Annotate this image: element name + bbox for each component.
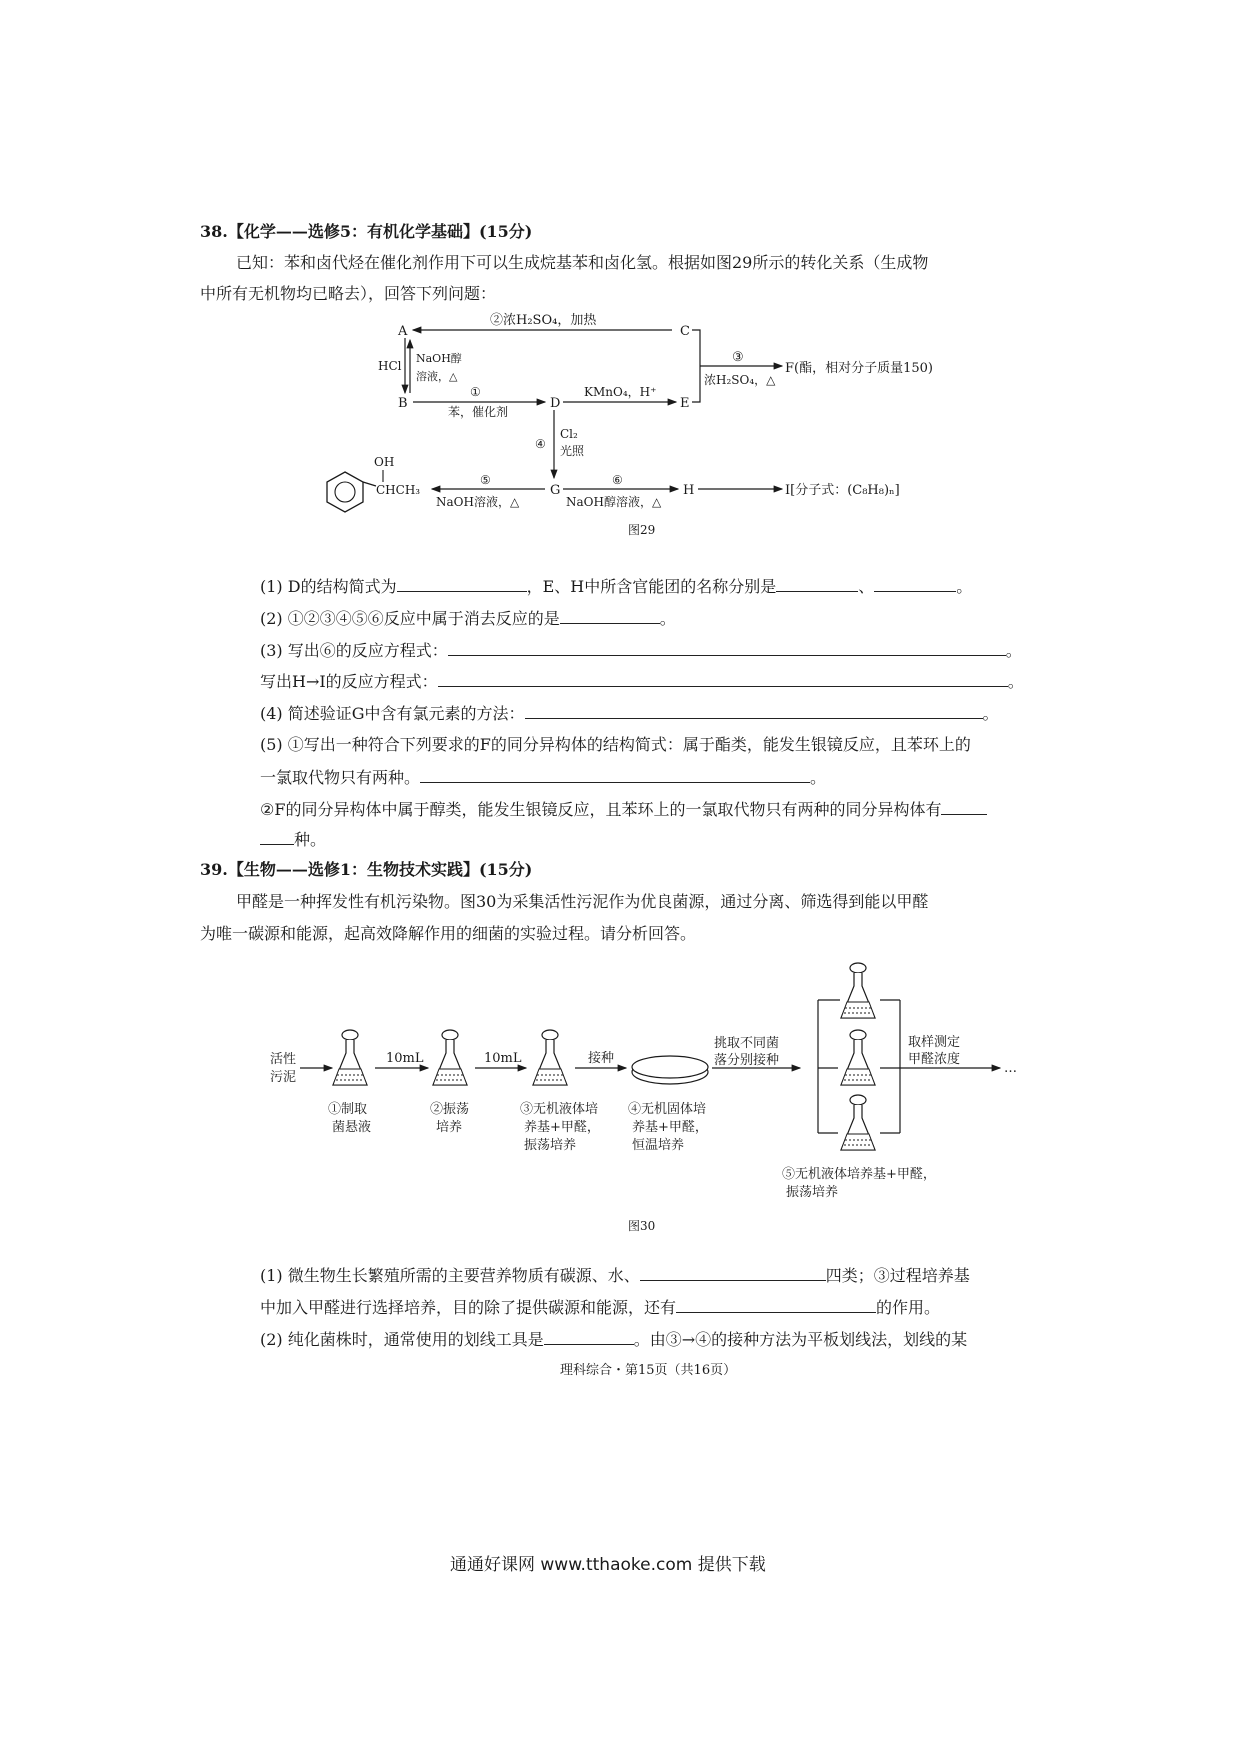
source-label-1: 活性 — [270, 1052, 297, 1067]
q39-sub1-line2: 中加入甲醛进行选择培养，目的除了提供碳源和能源，还有 的作用。 — [260, 1298, 941, 1317]
r3-number: ③ — [732, 350, 744, 365]
q38-sub1: (1) D的结构简式为 ，E、H中所含官能团的名称分别是 、 。 — [260, 577, 973, 596]
compound-H: H — [683, 483, 695, 498]
pick-colonies-2: 落分别接种 — [714, 1053, 780, 1068]
pick-colonies-1: 挑取不同菌 — [714, 1036, 780, 1051]
petri-dish-icon — [632, 1056, 708, 1084]
q38-sub5-line1: (5) ①写出一种符合下列要求的F的同分异构体的结构简式：属于酯类，能发生银镜反应，且苯环上的 — [260, 735, 971, 754]
flask-1-icon — [333, 1030, 367, 1085]
compound-C: C — [680, 324, 690, 339]
benzene-ring-icon — [327, 470, 383, 512]
q38-sub3b: 写出H→I的反应方程式： 。 — [260, 672, 1024, 691]
flask-2-icon — [433, 1030, 467, 1085]
flask-5a-icon — [841, 963, 875, 1018]
r3-condition: 浓H₂SO₄，△ — [704, 373, 776, 387]
q38-intro-line1: 已知：苯和卤代烃在催化剂作用下可以生成烷基苯和卤化氢。根据如图29所示的转化关系（生成物 — [236, 253, 929, 272]
r6-condition: NaOH醇溶液，△ — [566, 495, 662, 509]
volume-label-1: 10mL — [386, 1051, 424, 1066]
step4-caption-b: 养基+甲醛， — [632, 1120, 708, 1135]
compound-I: I[分子式：(C₈H₈)ₙ] — [785, 483, 900, 498]
flask-5b-icon — [841, 1030, 875, 1085]
step2-caption-a: ②振荡 — [430, 1102, 470, 1117]
r2-condition: ②浓H₂SO₄，加热 — [490, 313, 597, 328]
answer-blank-d-structure[interactable] — [397, 576, 527, 592]
r6-number: ⑥ — [612, 473, 623, 487]
q39-sub1-line1: (1) 微生物生长繁殖所需的主要营养物质有碳源、水、 四类；③过程培养基 — [260, 1266, 970, 1285]
q38-sub5-line2: 一氯取代物只有两种。 。 — [260, 768, 827, 787]
reaction-scheme-fig29 — [0, 0, 1240, 560]
answer-blank-isomer-ester[interactable] — [420, 767, 810, 783]
chch3-label: CHCH₃ — [376, 483, 421, 497]
q38-sub2: (2) ①②③④⑤⑥反应中属于消去反应的是 。 — [260, 609, 676, 628]
solution-heat-label: 溶液，△ — [416, 370, 458, 383]
measure-label-1: 取样测定 — [908, 1035, 961, 1050]
step4-caption-c: 恒温培养 — [632, 1138, 685, 1153]
answer-blank-isomer-count-a[interactable] — [941, 799, 987, 815]
page-footer: 理科综合・第15页（共16页） — [560, 1363, 737, 1378]
answer-blank-h-to-i[interactable] — [438, 671, 1008, 687]
compound-E: E — [680, 396, 690, 411]
oh-label: OH — [374, 455, 395, 469]
q39-heading: 39.【生物——选修1：生物技术实践】(15分) — [200, 860, 533, 879]
step3-caption-b: 养基+甲醛， — [524, 1120, 600, 1135]
answer-blank-streak-tool[interactable] — [544, 1329, 634, 1345]
answer-blank-h-group[interactable] — [874, 576, 956, 592]
r5-condition: NaOH溶液，△ — [436, 495, 520, 509]
step1-caption-a: ①制取 — [328, 1102, 368, 1117]
flask-5c-icon — [841, 1095, 875, 1150]
r5-number: ⑤ — [480, 473, 491, 487]
q39-intro-line1: 甲醛是一种挥发性有机污染物。图30为采集活性污泥作为优良菌源，通过分离、筛选得到能以甲醛 — [236, 892, 929, 911]
step5-caption-b: 振荡培养 — [786, 1185, 839, 1200]
q38-intro-line2: 中所有无机物均已略去），回答下列问题： — [200, 284, 497, 303]
answer-blank-chlorine-test[interactable] — [525, 703, 983, 719]
continuation-dots: … — [1004, 1061, 1017, 1076]
volume-label-2: 10mL — [484, 1051, 522, 1066]
compound-F: F(酯，相对分子质量150) — [785, 361, 933, 376]
compound-B: B — [398, 396, 408, 411]
answer-blank-reaction6[interactable] — [448, 640, 1006, 656]
flask-3-icon — [533, 1030, 567, 1085]
bracket-c-e — [692, 330, 700, 402]
r4-number: ④ — [535, 437, 546, 451]
step3-caption-c: 振荡培养 — [524, 1138, 577, 1153]
q38-sub3: (3) 写出⑥的反应方程式： 。 — [260, 641, 1022, 660]
answer-blank-selection-role[interactable] — [676, 1297, 876, 1313]
answer-blank-nutrients[interactable] — [640, 1265, 826, 1281]
source-label-2: 污泥 — [270, 1070, 297, 1085]
experiment-flow-fig30 — [0, 950, 1240, 1250]
q39-intro-line2: 为唯一碳源和能源，起高效降解作用的细菌的实验过程。请分析回答。 — [200, 924, 697, 943]
hcl-label: HCl — [378, 359, 402, 373]
answer-blank-e-group[interactable] — [776, 576, 858, 592]
q38-sub5-line4: 种。 — [260, 829, 326, 850]
cl2-label: Cl₂ — [560, 427, 578, 441]
answer-blank-isomer-count-b[interactable] — [260, 829, 294, 845]
r1-number: ① — [470, 385, 481, 399]
step5-caption-a: ⑤无机液体培养基+甲醛， — [782, 1167, 936, 1182]
step2-caption-b: 培养 — [436, 1120, 463, 1135]
measure-label-2: 甲醛浓度 — [908, 1052, 961, 1067]
kmno4-label: KMnO₄，H⁺ — [584, 385, 657, 399]
step4-caption-a: ④无机固体培 — [628, 1102, 707, 1117]
q38-sub4: (4) 简述验证G中含有氯元素的方法： 。 — [260, 704, 999, 723]
q38-heading: 38.【化学——选修5：有机化学基础】(15分) — [200, 222, 533, 241]
inoculate-label: 接种 — [588, 1051, 615, 1066]
compound-A: A — [398, 324, 408, 339]
fig30-caption: 图30 — [628, 1219, 656, 1233]
r1-condition: 苯，催化剂 — [448, 405, 509, 419]
step1-caption-b: 菌悬液 — [332, 1120, 372, 1135]
light-label: 光照 — [560, 444, 585, 458]
answer-blank-elimination[interactable] — [560, 608, 660, 624]
fig29-caption: 图29 — [628, 523, 656, 537]
q38-sub5-line3: ②F的同分异构体中属于醇类，能发生银镜反应，且苯环上的一氯取代物只有两种的同分异构体有 — [260, 799, 987, 820]
naoh-alcohol-label: NaOH醇 — [416, 352, 462, 365]
step3-caption-a: ③无机液体培 — [520, 1102, 599, 1117]
download-watermark: 通通好课网 www.tthaoke.com 提供下载 — [450, 1555, 766, 1575]
compound-D: D — [550, 396, 561, 411]
compound-G: G — [550, 483, 561, 498]
q39-sub2-line1: (2) 纯化菌株时，通常使用的划线工具是 。由③→④的接种方法为平板划线法，划线的某 — [260, 1330, 968, 1349]
